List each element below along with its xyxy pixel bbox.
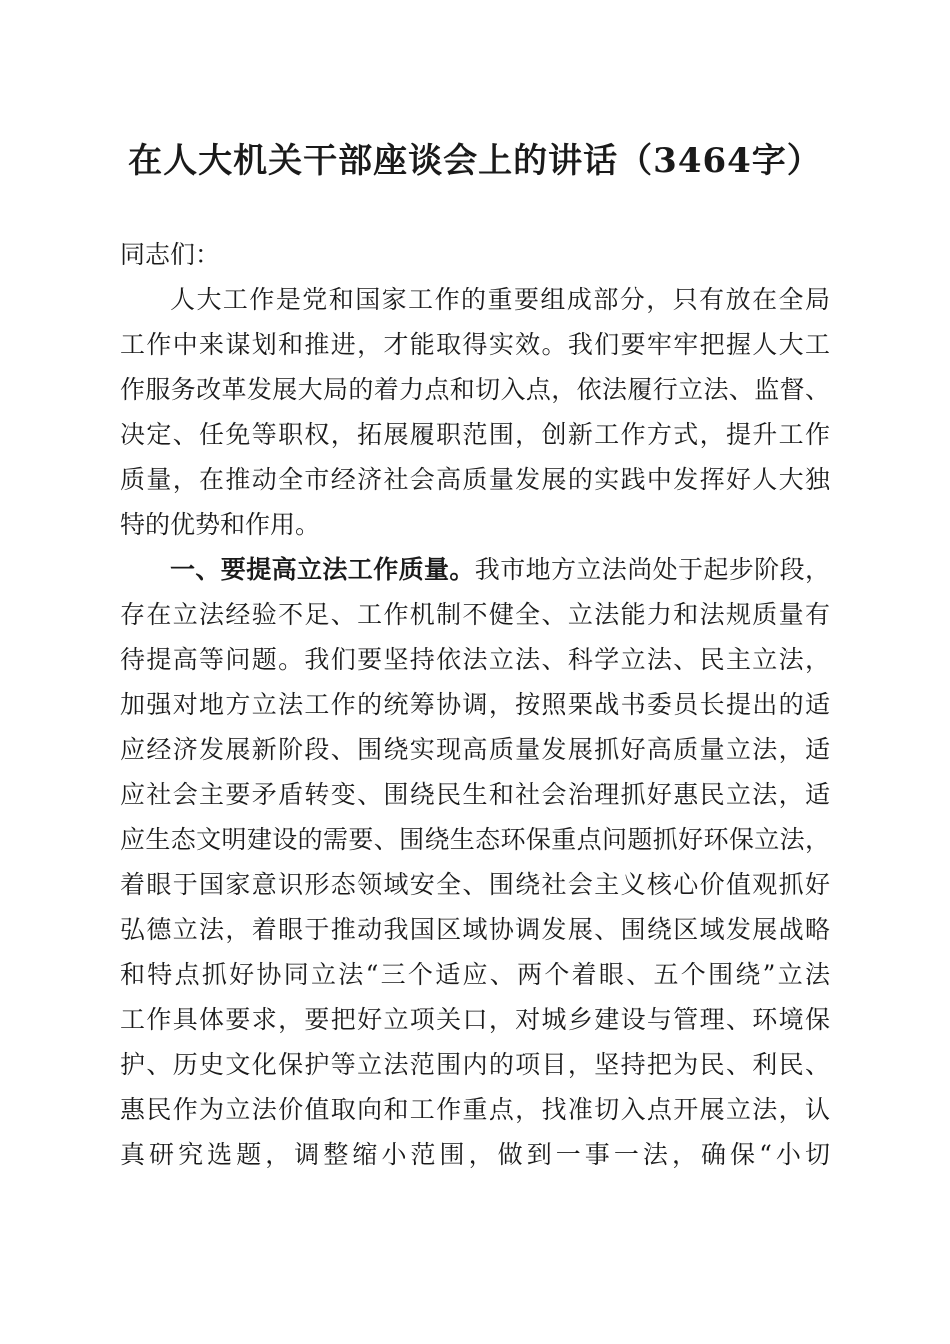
paragraph-line: 护、历史文化保护等立法范围内的项目，坚持把为民、利民、 bbox=[120, 1050, 830, 1079]
paragraph-line: 特的优势和作用。 bbox=[120, 510, 321, 539]
section-heading-line bbox=[120, 547, 830, 592]
paragraph-line: 惠民作为立法价值取向和工作重点，找准切入点开展立法，认 bbox=[120, 1095, 830, 1124]
paragraph-line: 质量，在推动全市经济社会高质量发展的实践中发挥好人大独 bbox=[120, 465, 830, 494]
paragraph-line: 工作中来谋划和推进，才能取得实效。我们要牢牢把握人大工 bbox=[120, 330, 830, 359]
section-heading: 一、要提高立法工作质量。 bbox=[170, 555, 475, 584]
paragraph-line: 作服务改革发展大局的着力点和切入点，依法履行立法、监督、 bbox=[120, 375, 830, 404]
paragraph-line: 应生态文明建设的需要、围绕生态环保重点问题抓好环保立法， bbox=[120, 825, 830, 854]
paragraph-line: 存在立法经验不足、工作机制不健全、立法能力和法规质量有 bbox=[120, 600, 830, 629]
paragraph-line: 真研究选题，调整缩小范围，做到一事一法，确保“小切 bbox=[120, 1140, 830, 1169]
paragraph-line: 决定、任免等职权，拓展履职范围，创新工作方式，提升工作 bbox=[120, 420, 830, 449]
document-title: 在人大机关干部座谈会上的讲话（3464字） bbox=[128, 141, 822, 181]
paragraph-line: 人大工作是党和国家工作的重要组成部分，只有放在全局 bbox=[170, 285, 830, 314]
paragraph-line: 加强对地方立法工作的统筹协调，按照栗战书委员长提出的适 bbox=[120, 690, 830, 719]
paragraph-line: 工作具体要求，要把好立项关口，对城乡建设与管理、环境保 bbox=[120, 1005, 830, 1034]
paragraph-line: 和特点抓好协同立法“三个适应、两个着眼、五个围绕”立法 bbox=[120, 960, 830, 989]
paragraph-line-rest: 我市地方立法尚处于起步阶段， bbox=[474, 555, 830, 584]
paragraph-line: 应社会主要矛盾转变、围绕民生和社会治理抓好惠民立法，适 bbox=[120, 780, 830, 809]
paragraph-line: 弘德立法，着眼于推动我国区域协调发展、围绕区域发展战略 bbox=[120, 915, 830, 944]
paragraph-line: 应经济发展新阶段、围绕实现高质量发展抓好高质量立法，适 bbox=[120, 735, 830, 764]
document-body bbox=[120, 232, 830, 1177]
salutation: 同志们： bbox=[120, 240, 221, 269]
paragraph-line: 着眼于国家意识形态领域安全、围绕社会主义核心价值观抓好 bbox=[120, 870, 830, 899]
paragraph-line: 待提高等问题。我们要坚持依法立法、科学立法、民主立法， bbox=[120, 645, 830, 674]
